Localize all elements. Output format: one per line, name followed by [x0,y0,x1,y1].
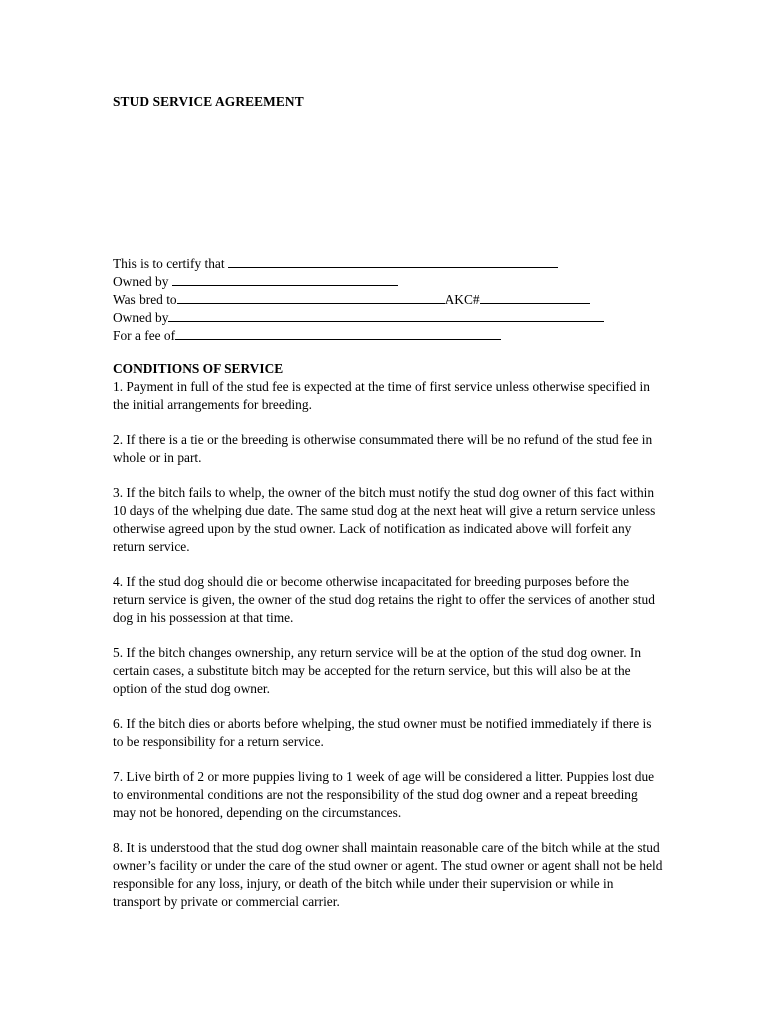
condition-1: 1. Payment in full of the stud fee is expected at the time of first service unless otherwise specified in the initial arrangements for breeding. [113,379,650,412]
fee-label: For a fee of [113,328,176,343]
document-title: STUD SERVICE AGREEMENT [113,94,304,109]
condition-4: 4. If the stud dog should die or become otherwise incapacitated for breeding purposes before the return service is given, the owner of the stud dog retains the right to offer the services of another stud dog in his possession at that time. [113,574,655,625]
agreement-fields [113,254,604,344]
was-bred-to-blank[interactable] [177,290,445,304]
condition-7: 7. Live birth of 2 or more puppies living to 1 week of age will be considered a litter. Puppies lost due to environmental conditions are not the responsibility of the stud dog owner and a repeat breeding may not be honored, depending on the circumstances. [113,769,655,820]
owned-by-1-row [113,272,604,290]
conditions-title: CONDITIONS OF SERVICE [113,361,284,376]
conditions-section [113,360,663,928]
owned-by-2-blank[interactable] [168,308,604,322]
owned-by-2-label: Owned by [113,310,169,325]
owned-by-1-label: Owned by [113,274,169,289]
fee-row [113,326,604,344]
akc-label: AKC# [444,292,480,307]
condition-3: 3. If the bitch fails to whelp, the owner of the bitch must notify the stud dog owner of this fact within 10 days of the whelping due date. The same stud dog at the next heat will give a return service unless otherwise agreed upon by the stud owner. Lack of notification as indicated above will forfeit any return service. [113,485,656,554]
certify-label: This is to certify that [113,256,225,271]
was-bred-to-label: Was bred to [113,292,177,307]
certify-row [113,254,604,272]
condition-5: 5. If the bitch changes ownership, any return service will be at the option of the stud dog owner. In certain cases, a substitute bitch may be accepted for the return service, but this will also be at the option of the stud dog owner. [113,645,642,696]
condition-8: 8. It is understood that the stud dog owner shall maintain reasonable care of the bitch while at the stud owner’s facility or under the care of the stud owner or agent. The stud owner or agent shall not be held responsible for any loss, injury, or death of the bitch while under their supervision or while in transport by private or commercial carrier. [113,840,663,909]
fee-blank[interactable] [175,326,501,340]
condition-6: 6. If the bitch dies or aborts before whelping, the stud owner must be notified immediately if there is to be responsibility for a return service. [113,716,652,749]
owned-by-1-blank[interactable] [172,272,398,286]
akc-blank[interactable] [480,290,590,304]
certify-blank[interactable] [228,254,558,268]
was-bred-to-row [113,290,604,308]
condition-2: 2. If there is a tie or the breeding is otherwise consummated there will be no refund of the stud fee in whole or in part. [113,432,653,465]
owned-by-2-row [113,308,604,326]
